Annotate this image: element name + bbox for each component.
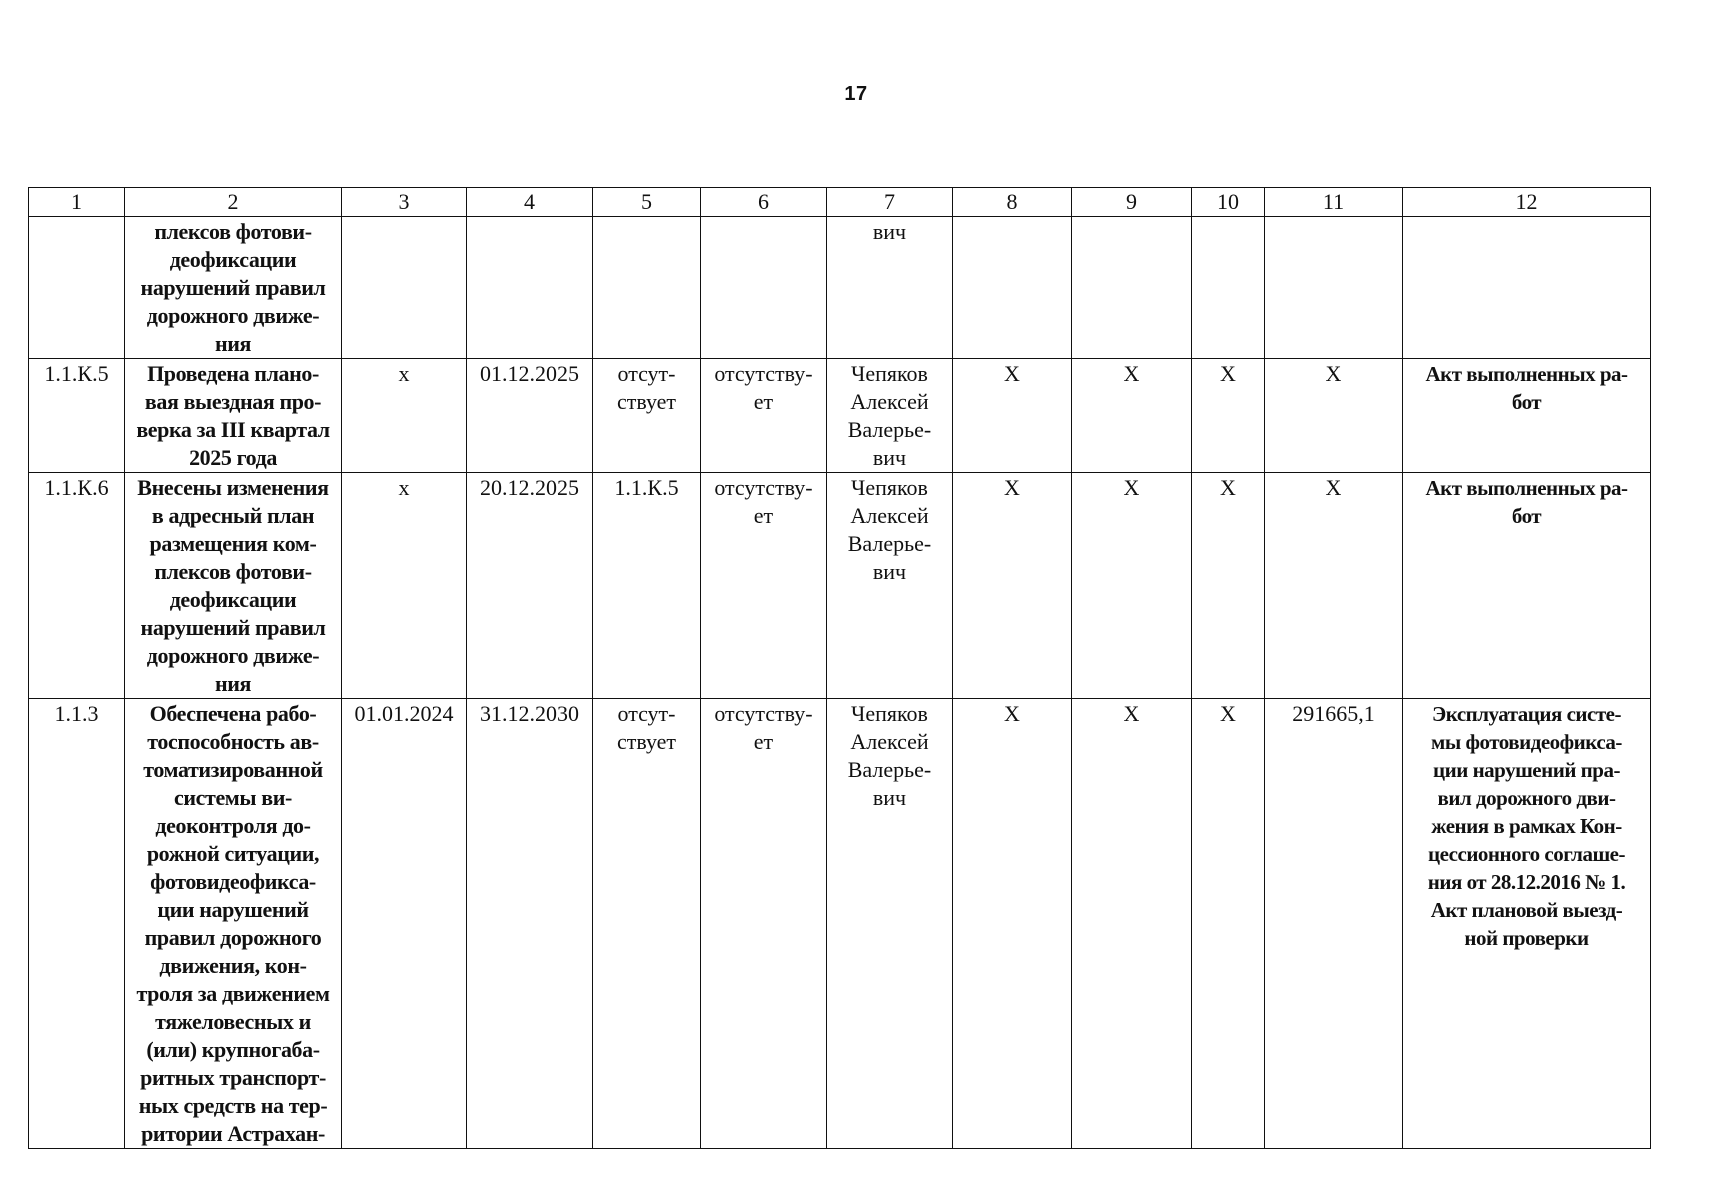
cell-result: Эксплуатация систе- мы фотовидеофикса- ции нарушений пра- вил дорожного дви- жения в рамках Кон- цессионного соглаше- ния от 28.12.2016 № 1. Акт плановой выезд- ной проверки — [1403, 699, 1651, 1149]
cell-dependents — [701, 217, 827, 359]
column-number: 1 — [29, 188, 125, 217]
column-number: 6 — [701, 188, 827, 217]
cell-start-date: 01.01.2024 — [342, 699, 467, 1149]
cell-col11: Х — [1265, 473, 1403, 699]
cell-col9: Х — [1072, 473, 1192, 699]
cell-dependents: отсутству- ет — [701, 359, 827, 473]
column-number: 11 — [1265, 188, 1403, 217]
cell-col10: Х — [1192, 699, 1265, 1149]
cell-end-date: 01.12.2025 — [467, 359, 593, 473]
cell-col9: Х — [1072, 359, 1192, 473]
cell-predecessor: отсут- ствует — [593, 359, 701, 473]
column-number: 7 — [827, 188, 953, 217]
cell-start-date: х — [342, 359, 467, 473]
table-row — [29, 699, 1651, 1149]
cell-col11: 291665,1 — [1265, 699, 1403, 1149]
cell-end-date: 31.12.2030 — [467, 699, 593, 1149]
cell-dependents: отсутству- ет — [701, 699, 827, 1149]
cell-result: Акт выполненных ра- бот — [1403, 473, 1651, 699]
cell-col8: Х — [953, 699, 1072, 1149]
column-number: 8 — [953, 188, 1072, 217]
cell-event: Обеспечена рабо- тоспособность ав- томатизированной системы ви- деоконтроля до- рожной ситуации, фотовидеофикса- ции нарушений правил дорожного движения, кон- троля за движением тяжеловесных и (или) крупногаба- ритных транспорт- ных средств на тер- ритории Астрахан- — [125, 699, 342, 1149]
column-number: 5 — [593, 188, 701, 217]
cell-col8: Х — [953, 473, 1072, 699]
table-row — [29, 359, 1651, 473]
cell-result — [1403, 217, 1651, 359]
cell-col9: Х — [1072, 699, 1192, 1149]
column-number: 10 — [1192, 188, 1265, 217]
cell-responsible: вич — [827, 217, 953, 359]
cell-predecessor: 1.1.К.5 — [593, 473, 701, 699]
cell-col10: Х — [1192, 473, 1265, 699]
cell-col10 — [1192, 217, 1265, 359]
column-number: 9 — [1072, 188, 1192, 217]
cell-end-date: 20.12.2025 — [467, 473, 593, 699]
column-number-row — [29, 188, 1651, 217]
plan-table — [28, 187, 1651, 1149]
cell-col11: Х — [1265, 359, 1403, 473]
column-number: 2 — [125, 188, 342, 217]
cell-number: 1.1.К.6 — [29, 473, 125, 699]
cell-responsible: Чепяков Алексей Валерье- вич — [827, 359, 953, 473]
cell-col8 — [953, 217, 1072, 359]
cell-col11 — [1265, 217, 1403, 359]
column-number: 12 — [1403, 188, 1651, 217]
cell-responsible: Чепяков Алексей Валерье- вич — [827, 699, 953, 1149]
cell-start-date: х — [342, 473, 467, 699]
column-number: 3 — [342, 188, 467, 217]
page-number: 17 — [844, 83, 868, 105]
cell-number — [29, 217, 125, 359]
cell-start-date — [342, 217, 467, 359]
cell-col8: Х — [953, 359, 1072, 473]
cell-result: Акт выполненных ра- бот — [1403, 359, 1651, 473]
cell-event: Внесены изменения в адресный план размещения ком- плексов фотови- деофиксации нарушений правил дорожного движе- ния — [125, 473, 342, 699]
cell-end-date — [467, 217, 593, 359]
cell-dependents: отсутству- ет — [701, 473, 827, 699]
cell-event: Проведена плано- вая выездная про- верка за III квартал 2025 года — [125, 359, 342, 473]
table-row — [29, 473, 1651, 699]
cell-predecessor: отсут- ствует — [593, 699, 701, 1149]
cell-number: 1.1.3 — [29, 699, 125, 1149]
column-number: 4 — [467, 188, 593, 217]
cell-predecessor — [593, 217, 701, 359]
cell-number: 1.1.К.5 — [29, 359, 125, 473]
cell-col10: Х — [1192, 359, 1265, 473]
cell-col9 — [1072, 217, 1192, 359]
cell-event: плексов фотови- деофиксации нарушений правил дорожного движе- ния — [125, 217, 342, 359]
table-row — [29, 217, 1651, 359]
cell-responsible: Чепяков Алексей Валерье- вич — [827, 473, 953, 699]
